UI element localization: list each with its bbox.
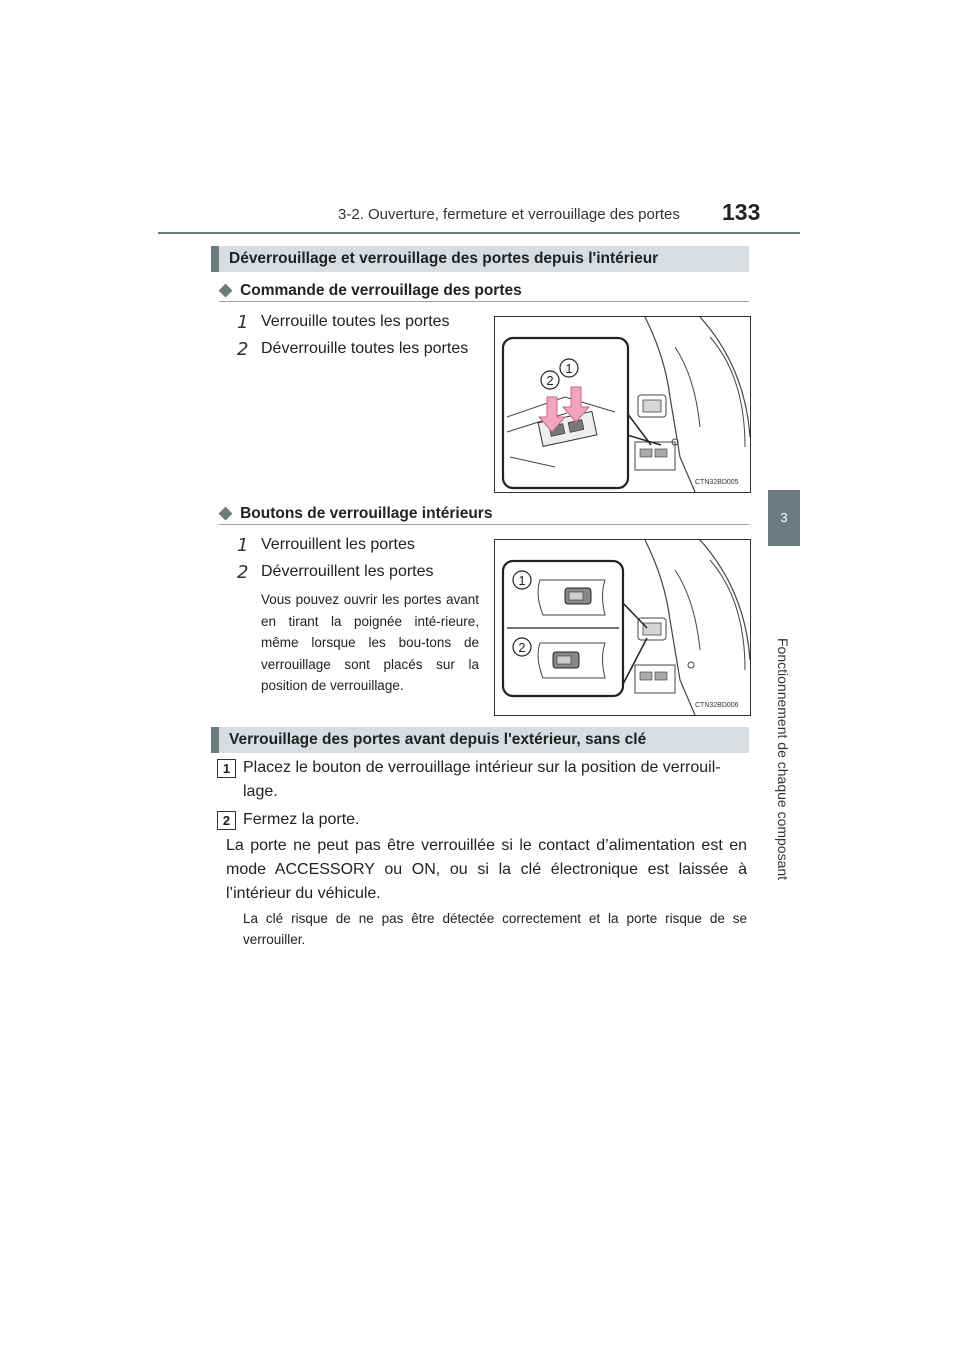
running-header-section: 3-2. Ouverture, fermeture et verrouillage des portes (338, 206, 680, 223)
page-number: 133 (722, 199, 761, 225)
step-text: Fermez la porte. (243, 811, 360, 828)
item-number: 1 (237, 312, 249, 333)
figure1-code: CTN32BD005 (695, 479, 739, 486)
figure2-code: CTN32BD006 (695, 702, 739, 709)
chapter-tab[interactable]: 3 (768, 490, 800, 546)
subheading-text: Boutons de verrouillage intérieurs (240, 505, 493, 522)
subheading-inside-lock-buttons (219, 503, 492, 523)
note-inside-handle: Vous pouvez ouvrir les portes avant en tirant la poignée inté-rieure, même lorsque les bou-tons de verrouillage sont placés sur la position de verrouillage. (261, 592, 479, 694)
caution-paragraph: La porte ne peut pas être verrouillée si le contact d’alimentation est en mode ACCESSORY ou ON, ou si la clé électronique est laissée à l’intérieur du véhicule. (226, 837, 747, 902)
item-text: Déverrouillent les portes (261, 563, 434, 580)
figure-inside-lock-buttons (494, 539, 751, 716)
item-text: Verrouillent les portes (261, 536, 415, 553)
section-banner-exterior: Verrouillage des portes avant depuis l'extérieur, sans clé (211, 727, 749, 753)
item-number: 2 (237, 562, 249, 583)
diamond-bullet-icon: ◆ (219, 503, 233, 522)
subheading-text: Commande de verrouillage des portes (240, 282, 522, 299)
figure2-callout-2: 2 (518, 640, 526, 655)
item-number: 2 (237, 339, 249, 360)
header-rule (158, 232, 800, 234)
step-number-box: 1 (217, 759, 236, 778)
figure1-callout-2: 2 (546, 373, 554, 388)
item-number: 1 (237, 535, 249, 556)
figure-door-lock-switch (494, 316, 751, 493)
step-number-box: 2 (217, 811, 236, 830)
door-lock-switch-illustration (495, 317, 750, 492)
figure1-callout-1: 1 (565, 361, 573, 376)
chapter-title-vertical: Fonctionnement de chaque composant (775, 638, 791, 881)
step-text: Placez le bouton de verrouillage intérieur sur la position de verrouil-lage. (243, 759, 721, 800)
figure2-callout-1: 1 (518, 573, 526, 588)
item-text: Déverrouille toutes les portes (261, 340, 469, 357)
inside-lock-buttons-illustration (495, 540, 750, 715)
section-banner-interior: Déverrouillage et verrouillage des portes depuis l'intérieur (211, 246, 749, 272)
subheading-rule (219, 524, 749, 525)
note-small: La clé risque de ne pas être détectée correctement et la porte risque de se verrouiller. (243, 911, 747, 947)
subheading-rule (219, 301, 749, 302)
diamond-bullet-icon: ◆ (219, 280, 233, 299)
item-text: Verrouille toutes les portes (261, 313, 450, 330)
subheading-door-lock-switch (219, 280, 522, 300)
